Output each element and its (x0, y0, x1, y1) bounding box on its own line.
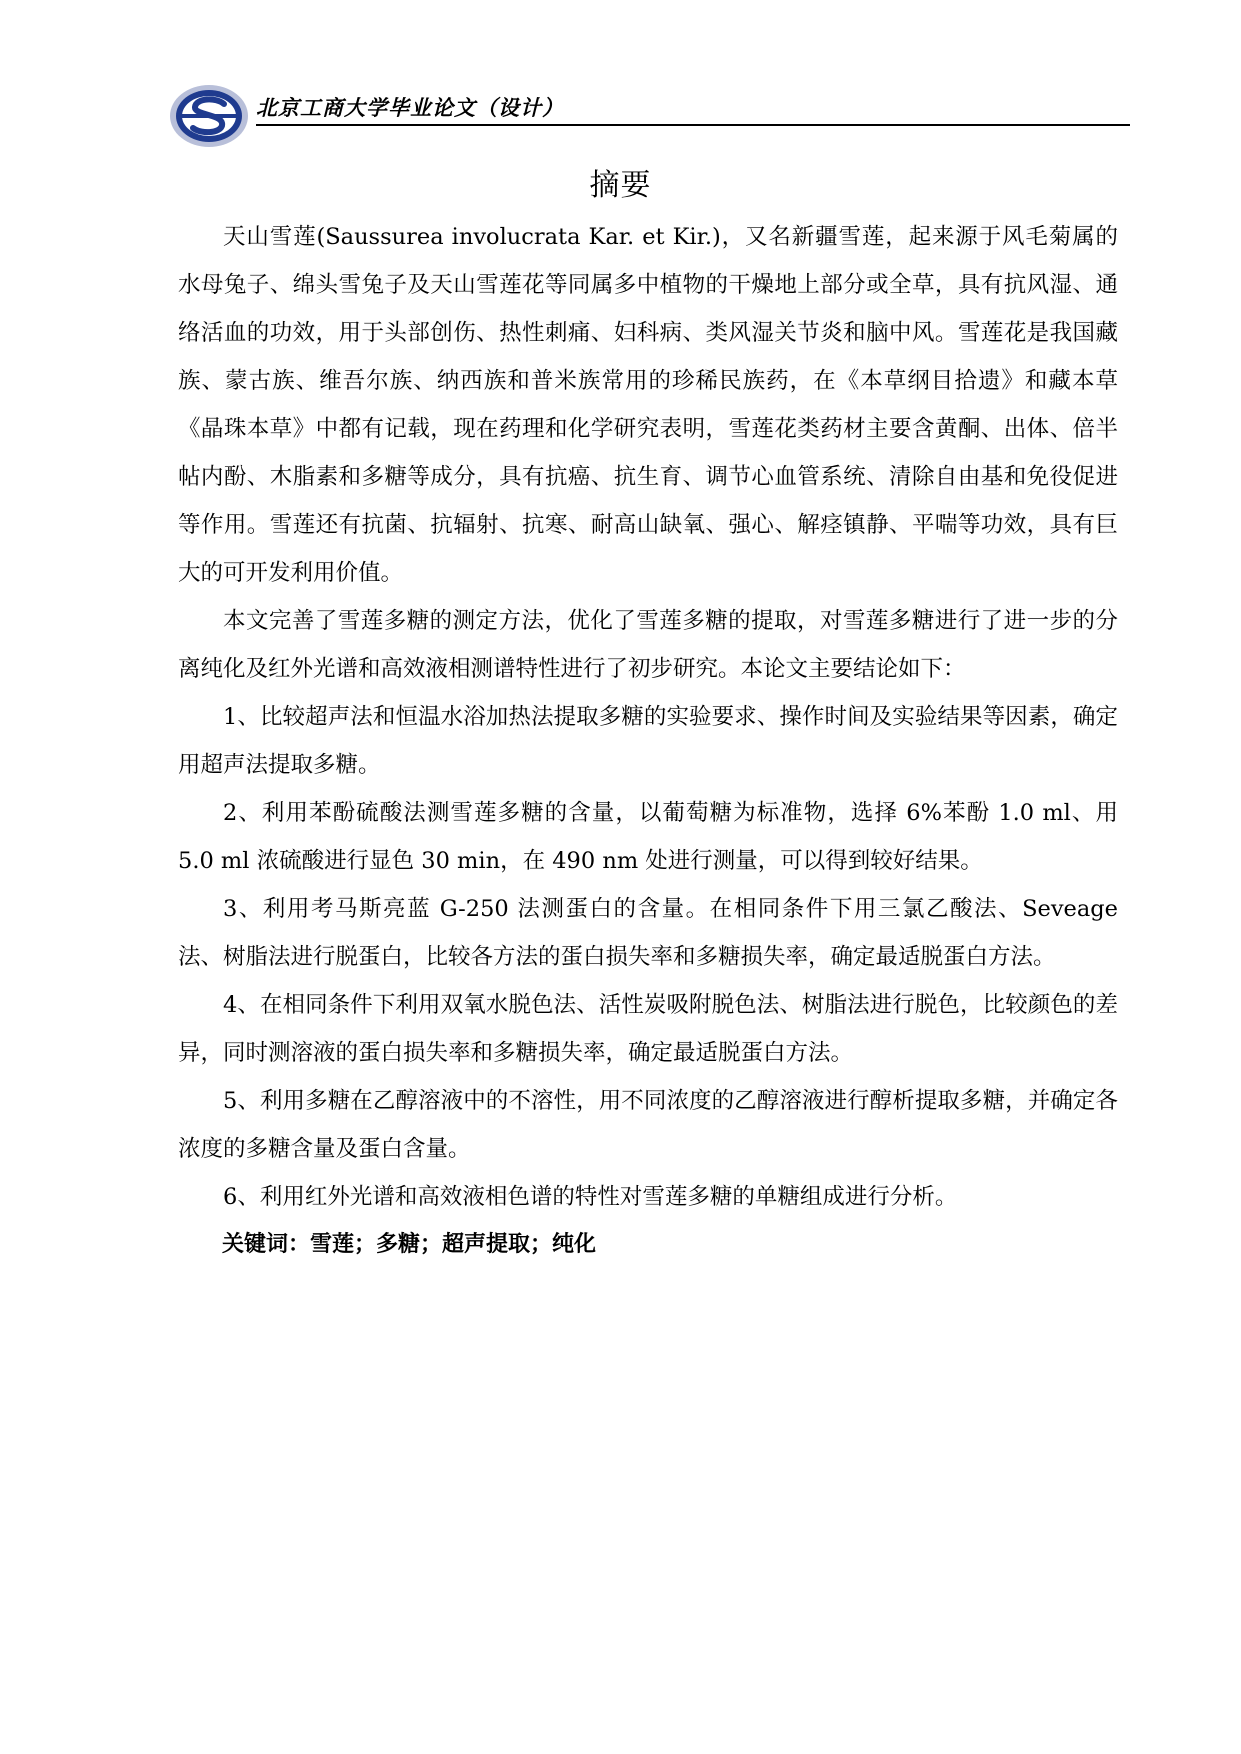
paragraph-conclusion-4: 4、在相同条件下利用双氧水脱色法、活性炭吸附脱色法、树脂法进行脱色，比较颜色的差异，同时测溶液的蛋白损失率和多糖损失率，确定最适脱蛋白方法。 (178, 992, 1118, 1066)
paragraph-conclusion-5: 5、利用多糖在乙醇溶液中的不溶性，用不同浓度的乙醇溶液进行醇析提取多糖，并确定各浓度的多糖含量及蛋白含量。 (178, 1088, 1118, 1162)
page-header (168, 82, 1130, 150)
page-title: 摘要 (589, 168, 652, 203)
paragraph-conclusion-2: 2、利用苯酚硫酸法测雪莲多糖的含量，以葡萄糖为标准物，选择 6%苯酚 1.0 ml、用 5.0 ml 浓硫酸进行显色 30 min，在 490 nm 处进行测量，可以得到较好结果。 (178, 800, 1118, 874)
paragraph-conclusion-6: 6、利用红外光谱和高效液相色谱的特性对雪莲多糖的单糖组成进行分析。 (223, 1184, 958, 1210)
header-title: 北京工商大学毕业论文（设计） (256, 96, 564, 120)
keywords: 关键词：雪莲；多糖；超声提取；纯化 (222, 1232, 597, 1257)
paragraph-intro: 天山雪莲(Saussurea involucrata Kar. et Kir.)，又名新疆雪莲，起来源于风毛菊属的水母兔子、绵头雪兔子及天山雪莲花等同属多中植物的干燥地上部分或全草，具有抗风湿、通络活血的功效，用于头部创伤、热性刺痛、妇科病、类风湿关节炎和脑中风。雪莲花是我国藏族、蒙古族、维吾尔族、纳西族和普米族常用的珍稀民族药，在《本草纲目拾遗》和藏本草《晶珠本草》中都有记载，现在药理和化学研究表明，雪莲花类药材主要含黄酮、出体、倍半帖内酚、木脂素和多糖等成分，具有抗癌、抗生育、调节心血管系统、清除自由基和免役促进等作用。雪莲还有抗菌、抗辐射、抗寒、耐高山缺氧、强心、解痉镇静、平喘等功效，具有巨大的可开发利用价值。 (178, 224, 1118, 586)
paragraph-summary: 本文完善了雪莲多糖的测定方法，优化了雪莲多糖的提取，对雪莲多糖进行了进一步的分离纯化及红外光谱和高效液相测谱特性进行了初步研究。本论文主要结论如下： (178, 608, 1118, 682)
paragraph-conclusion-3: 3、利用考马斯亮蓝 G-250 法测蛋白的含量。在相同条件下用三氯乙酸法、Seveage 法、树脂法进行脱蛋白，比较各方法的蛋白损失率和多糖损失率，确定最适脱蛋白方法。 (178, 896, 1118, 970)
paragraph-conclusion-1: 1、比较超声法和恒温水浴加热法提取多糖的实验要求、操作时间及实验结果等因素，确定用超声法提取多糖。 (178, 704, 1118, 778)
abstract-body (178, 213, 1118, 1269)
university-logo-icon (168, 82, 250, 150)
header-rule (256, 124, 1130, 126)
